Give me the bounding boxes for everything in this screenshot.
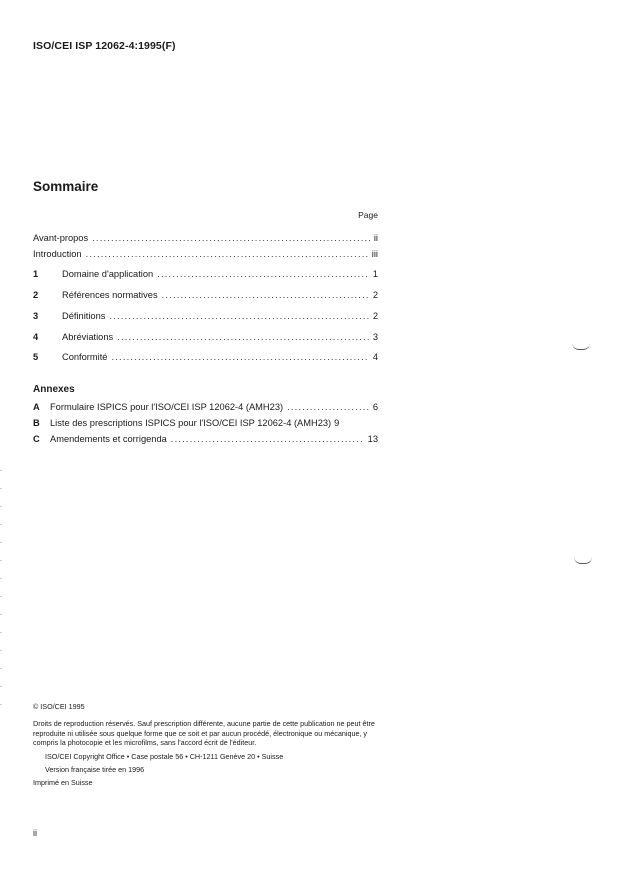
toc-entry-2[interactable]	[33, 290, 378, 303]
toc-entry-page: 2	[372, 290, 378, 300]
toc-leader-dots	[92, 233, 370, 243]
toc-leader-dots	[157, 269, 369, 279]
copyright-notice	[33, 702, 381, 788]
annex-entry-c[interactable]	[33, 434, 378, 447]
toc-leader-dots	[162, 290, 369, 300]
annex-entry-label: Liste des prescriptions ISPICS pour l'ISO/CEI ISP 12062-4 (AMH23)	[50, 418, 332, 428]
toc-entry-label: Conformité	[62, 352, 108, 362]
toc-leader-dots	[86, 249, 368, 259]
scan-edge-artifact	[0, 470, 2, 720]
annex-entry-b[interactable]	[33, 418, 378, 431]
printed-in: Imprimé en Suisse	[33, 778, 93, 788]
copyright-line: © ISO/CEI 1995	[33, 702, 85, 711]
annex-entry-label: Formulaire ISPICS pour l'ISO/CEI ISP 12062-4 (AMH23)	[50, 402, 284, 412]
scan-mark	[572, 343, 590, 350]
toc-leader-dots	[171, 434, 364, 444]
document-identifier: ISO/CEI ISP 12062-4:1995(F)	[33, 40, 176, 52]
toc-entry-3[interactable]	[33, 311, 378, 324]
toc-entry-introduction[interactable]	[33, 249, 378, 262]
toc-entry-avant-propos[interactable]	[33, 233, 378, 246]
annex-entry-page: 9	[334, 418, 340, 428]
copyright-rights: Droits de reproduction réservés. Sauf prescription différente, aucune partie de cette publication ne peut être reproduite ni utilisée sous quelque forme que ce soit et par aucun procédé, électronique ou mécanique, y compris la photocopie et les microfilms, sans l'accord écrit de l'éditeur.	[33, 719, 375, 748]
toc-entry-number: 2	[33, 290, 39, 300]
toc-entry-label: Introduction	[33, 249, 82, 259]
toc-entry-number: 5	[33, 352, 39, 362]
toc-leader-dots	[111, 352, 368, 362]
toc-entry-number: 4	[33, 332, 39, 342]
toc-leader-dots	[287, 402, 369, 412]
toc-leader-dots	[109, 311, 368, 321]
annex-entry-label: Amendements et corrigenda	[50, 434, 167, 444]
toc-entry-4[interactable]	[33, 332, 378, 345]
toc-entry-label: Abréviations	[62, 332, 114, 342]
scan-mark	[574, 557, 592, 564]
toc-entry-label: Domaine d'application	[62, 269, 154, 279]
toc-entry-page: 3	[372, 332, 378, 342]
annex-entry-letter: B	[33, 418, 40, 428]
annex-entry-page: 13	[367, 434, 378, 444]
footer-page-number: ii	[33, 828, 37, 838]
copyright-office: ISO/CEI Copyright Office • Case postale 56 • CH-1211 Genève 20 • Suisse	[45, 751, 284, 761]
toc-entry-number: 1	[33, 269, 39, 279]
toc-entry-page: 2	[372, 311, 378, 321]
toc-entry-1[interactable]	[33, 269, 378, 282]
toc-entry-page: 4	[372, 352, 378, 362]
toc-entry-label: Références normatives	[62, 290, 158, 300]
annexes-heading: Annexes	[33, 384, 75, 395]
toc-entry-label: Définitions	[62, 311, 106, 321]
toc-leader-dots	[117, 332, 369, 342]
annex-entry-letter: C	[33, 434, 40, 444]
annex-entry-letter: A	[33, 402, 40, 412]
page-column-label: Page	[358, 210, 378, 220]
toc-entry-page: 1	[372, 269, 378, 279]
toc-entry-label: Avant-propos	[33, 233, 89, 243]
copyright-version: Version française tirée en 1996	[45, 765, 145, 775]
annex-entry-a[interactable]	[33, 402, 378, 415]
toc-entry-page: iii	[371, 249, 378, 259]
toc-entry-5[interactable]	[33, 352, 378, 365]
toc-entry-page: ii	[373, 233, 378, 243]
page-title: Sommaire	[33, 179, 99, 194]
annex-entry-page: 6	[372, 402, 378, 412]
toc-entry-number: 3	[33, 311, 39, 321]
